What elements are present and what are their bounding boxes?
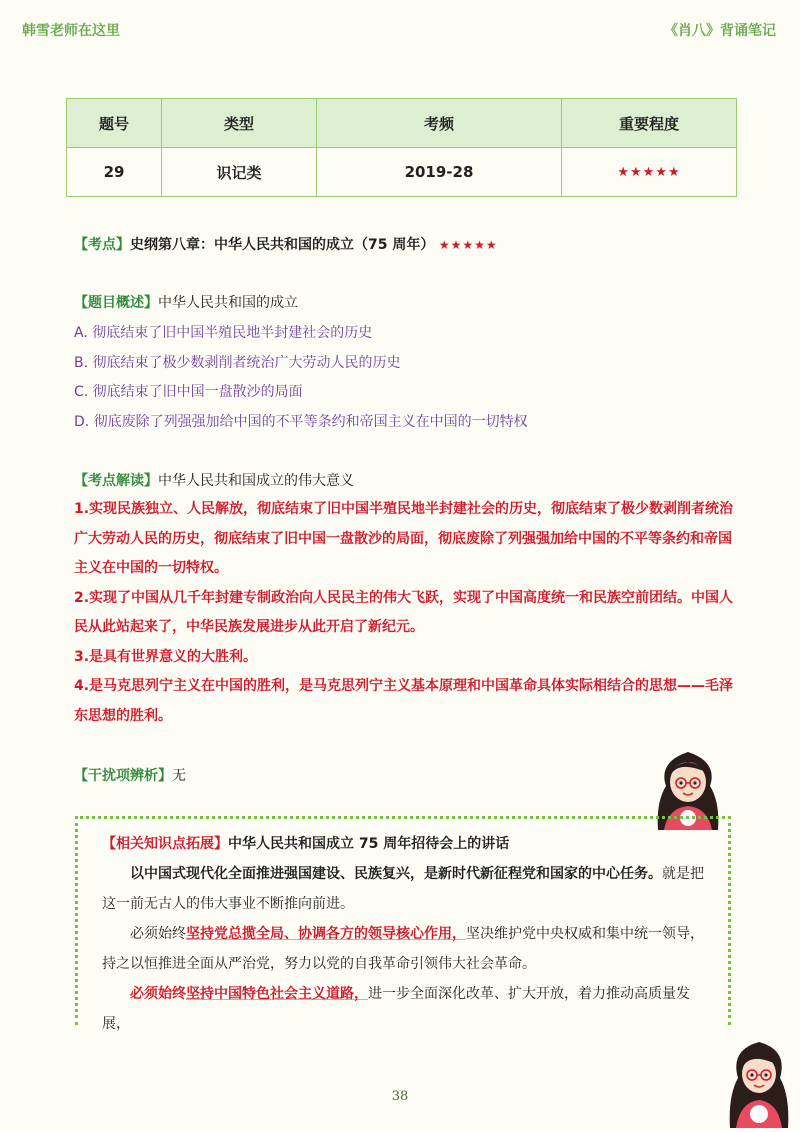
- option-c: C. 彻底结束了旧中国一盘散沙的局面: [74, 384, 303, 400]
- extension-tag: 【相关知识点拓展】: [102, 836, 228, 852]
- analysis-tag: 【考点解读】: [74, 473, 158, 489]
- cell-importance-stars: ★★★★★: [562, 148, 737, 197]
- extension-paragraph-2: [102, 919, 712, 979]
- analysis-point-2: 2.实现了中国从几千年封建专制政治向人民民主的伟大飞跃，实现了中国高度统一和民族空前团结。中国人民从此站起来了，中华民族发展进步从此开启了新纪元。: [74, 589, 734, 635]
- analysis-points: [74, 495, 734, 731]
- header-frequency: 考频: [317, 99, 562, 148]
- analysis-point-4: 4.是马克思列宁主义在中国的胜利，是马克思列宁主义基本原理和中国革命具体实际相结合的思想——毛泽东思想的胜利。: [74, 678, 734, 724]
- kaodian-text: 史纲第八章：中华人民共和国的成立（75 周年）: [130, 237, 435, 253]
- overview-line: [74, 292, 298, 312]
- header-number: 题号: [67, 99, 162, 148]
- extension-p2-pre: 必须始终: [130, 926, 186, 942]
- header-importance: 重要程度: [562, 99, 737, 148]
- table-header-row: [67, 99, 737, 148]
- question-info-table: [66, 98, 737, 197]
- distractor-text: 无: [172, 768, 186, 784]
- overview-tag: 【题目概述】: [74, 295, 158, 311]
- table-row: [67, 148, 737, 197]
- cell-number: 29: [67, 148, 162, 197]
- distractor-line: [74, 765, 186, 785]
- extension-p3-red2: 坚持中国特色社会主义道路，: [186, 986, 368, 1002]
- extension-title: 中华人民共和国成立 75 周年招待会上的讲话: [228, 836, 510, 852]
- header-type: 类型: [162, 99, 317, 148]
- extension-p2-rest: 坚决维护党中央权威和集中统一领导，持之以恒推进全面从严治党，努力以党的自我革命引领伟大社会革命。: [102, 926, 704, 972]
- analysis-text: 中华人民共和国成立的伟大意义: [158, 473, 354, 489]
- kaodian-stars: ★★★★★: [438, 238, 498, 252]
- knowledge-extension-box: [75, 816, 731, 1032]
- extension-paragraph-3: [102, 979, 712, 1039]
- kaodian-tag: 【考点】: [74, 237, 130, 253]
- option-d: D. 彻底废除了列强强加给中国的不平等条约和帝国主义在中国的一切特权: [74, 414, 528, 430]
- option-a: A. 彻底结束了旧中国半殖民地半封建社会的历史: [74, 325, 373, 341]
- extension-p2-red: 坚持党总揽全局、协调各方的领导核心作用，: [186, 926, 466, 942]
- teacher-avatar-bottom-illustration: [722, 1032, 796, 1128]
- header-left-title: 韩雪老师在这里: [22, 23, 120, 39]
- analysis-line: [74, 470, 354, 490]
- page-number: 38: [391, 1089, 409, 1104]
- extension-p3-red1: 必须始终: [130, 986, 186, 1002]
- extension-p1-rest: 就是把这一前无古人的伟大事业不断推向前进。: [102, 866, 704, 912]
- distractor-tag: 【干扰项辨析】: [74, 768, 172, 784]
- analysis-point-1: 1.实现民族独立、人民解放，彻底结束了旧中国半殖民地半封建社会的历史，彻底结束了极少数剥削者统治广大劳动人民的历史，彻底结束了旧中国一盘散沙的局面，彻底废除了列强强加给中国的不平等条约和帝国主义在中国的一切特权。: [74, 501, 734, 576]
- extension-paragraph-1: [102, 859, 712, 919]
- extension-p3-rest: 进一步全面深化改革、扩大开放，着力推动高质量发展，: [102, 986, 690, 1032]
- overview-text: 中华人民共和国的成立: [158, 295, 298, 311]
- option-b: B. 彻底结束了极少数剥削者统治广大劳动人民的历史: [74, 355, 401, 371]
- kaodian-line: [74, 234, 498, 254]
- extension-title-line: [102, 829, 712, 859]
- analysis-point-3: 3.是具有世界意义的大胜利。: [74, 648, 258, 665]
- cell-type: 识记类: [162, 148, 317, 197]
- cell-frequency: 2019-28: [317, 148, 562, 197]
- header-right-title: 《肖八》背诵笔记: [664, 23, 776, 39]
- extension-p1-bold: 以中国式现代化全面推进强国建设、民族复兴，是新时代新征程党和国家的中心任务。: [130, 866, 662, 882]
